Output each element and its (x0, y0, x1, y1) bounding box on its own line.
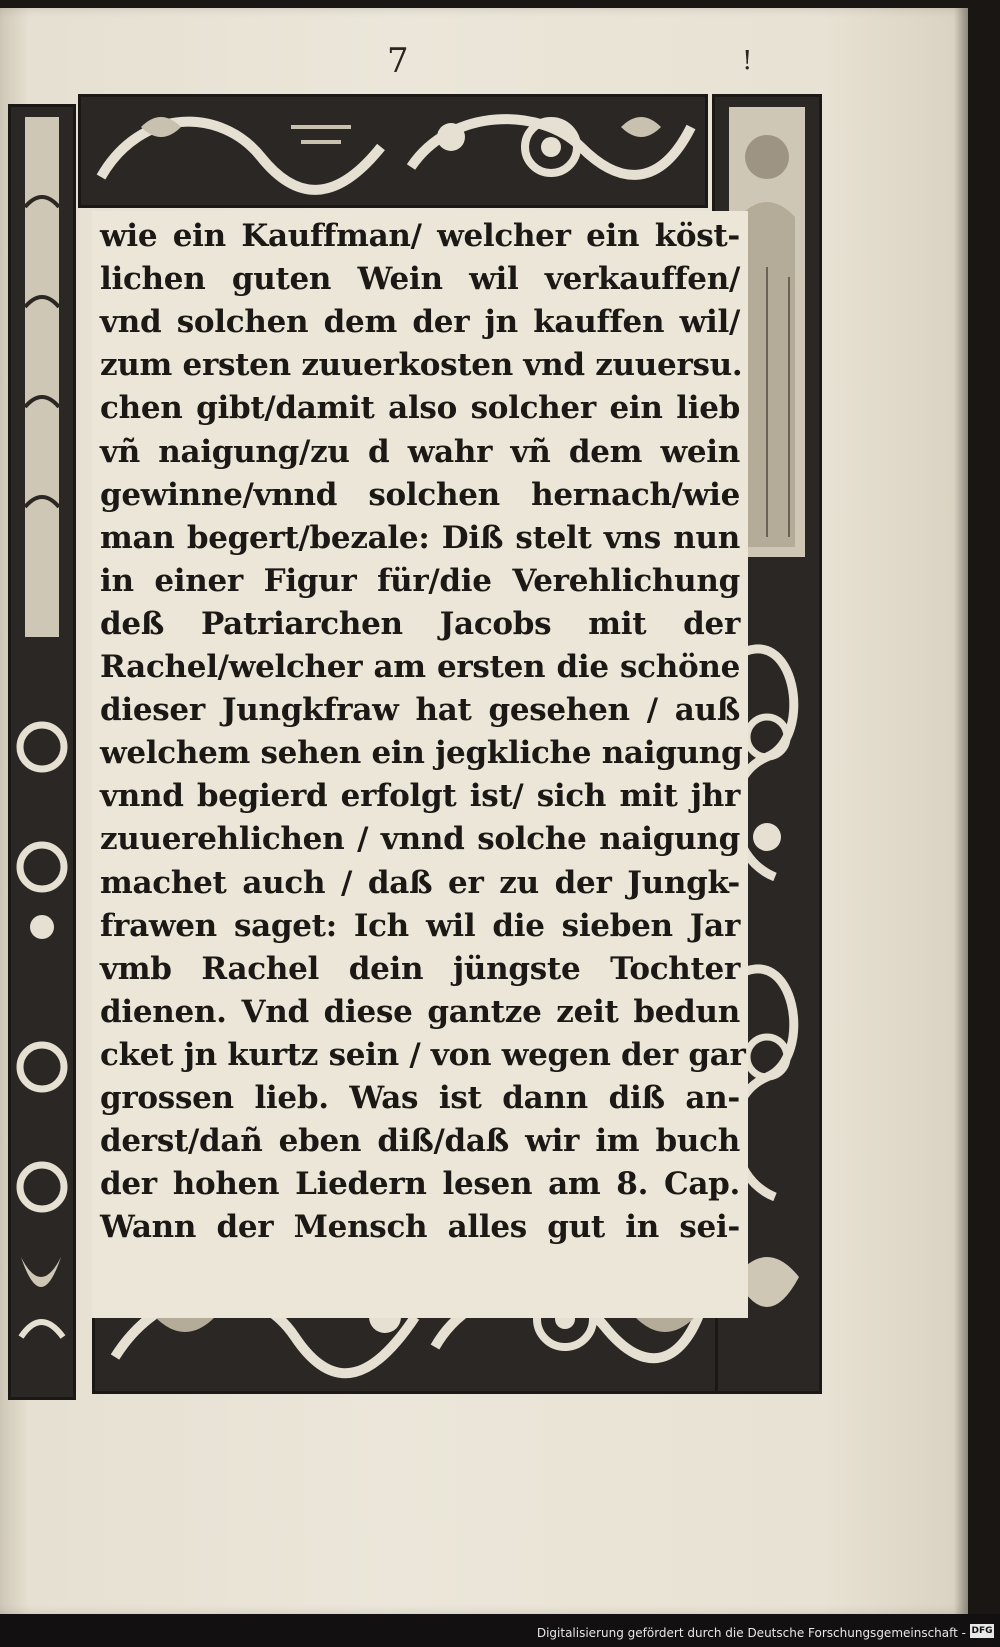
woodcut-scroll-ornament-icon (81, 97, 705, 205)
text-line: zuuerehlichen / vnnd solche naigung (100, 821, 740, 858)
page-number: 7 (387, 41, 409, 81)
text-line: frawen saget: Ich wil die sieben Jar (100, 907, 740, 944)
text-line: vnnd begierd erfolgt ist/ sich mit jhr (100, 778, 740, 815)
text-line: vmb Rachel dein jüngste Tochter (100, 950, 740, 987)
text-line: wie ein Kauffman/ welcher ein köst- (100, 218, 740, 254)
text-line: grossen lieb. Was ist dann diß an- (100, 1080, 740, 1116)
page-mark: ! (742, 46, 753, 76)
text-line: vñ naigung/zu d wahr vñ dem wein (100, 433, 740, 470)
text-line: welchem sehen ein jegkliche naigung (100, 735, 743, 772)
book-page (0, 8, 968, 1614)
text-line: deß Patriarchen Jacobs mit der (100, 605, 740, 642)
text-line: der hohen Liedern lesen am 8. Cap. (100, 1166, 740, 1203)
text-line: gewinne/vnnd solchen hernach/wie (100, 476, 740, 513)
text-line: dienen. Vnd diese gantze zeit bedun (100, 993, 740, 1030)
top-woodcut-border (78, 94, 708, 208)
text-line: in einer Figur für/die Verehlichung (100, 562, 740, 599)
text-line: vnd solchen dem der jn kauffen wil/ (100, 304, 740, 341)
text-line: chen gibt/damit also solcher ein lieb (100, 390, 740, 427)
text-line: Rachel/welcher am ersten die schöne (100, 649, 740, 685)
text-line: cket jn kurtz sein / von wegen der gar (100, 1036, 746, 1073)
funding-credit: Digitalisierung gefördert durch die Deutsche Forschungsgemeinschaft - (536, 1626, 966, 1640)
text-line: dieser Jungkfraw hat gesehen / auß (100, 692, 740, 729)
left-woodcut-border (8, 104, 76, 1400)
text-block (92, 211, 748, 1318)
text-line: man begert/bezale: Diß stelt vns nun (100, 519, 740, 556)
woodcut-figure-ornament-icon (11, 107, 73, 1397)
text-line: derst/dañ eben diß/daß wir im buch (100, 1123, 740, 1160)
text-line: lichen guten Wein wil verkauffen/ (100, 261, 740, 298)
text-line: Wann der Mensch alles gut in sei- (100, 1209, 740, 1246)
text-line: zum ersten zuuerkosten vnd zuuersu. (100, 347, 743, 384)
dfg-logo-icon: DFG (971, 1626, 993, 1636)
text-line: machet auch / daß er zu der Jungk- (100, 864, 740, 901)
footer-bar (0, 1614, 1000, 1647)
